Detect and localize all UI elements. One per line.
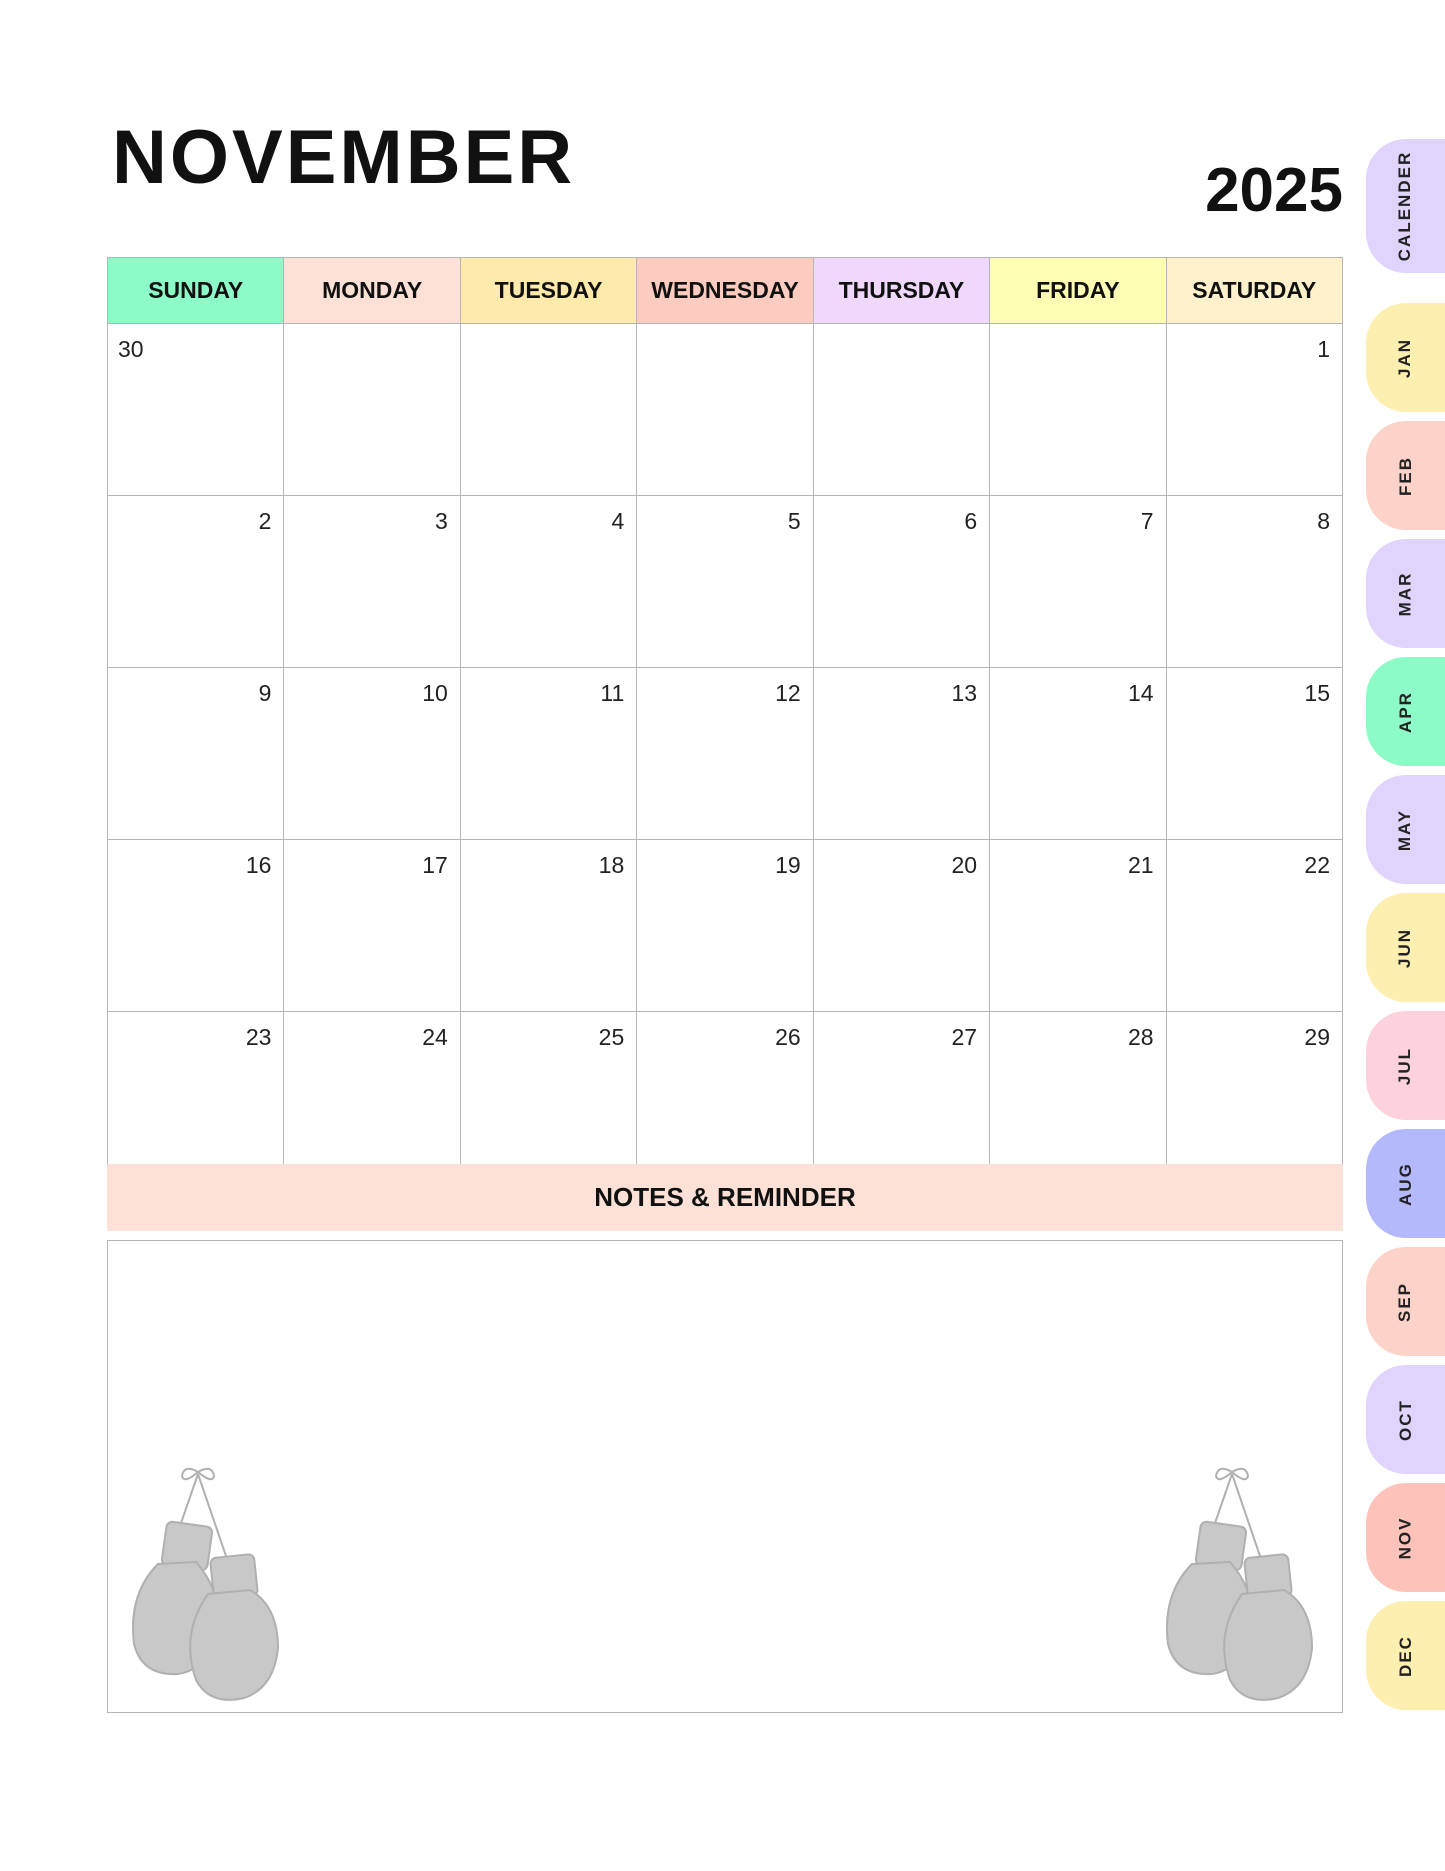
day-cell[interactable]: 16 — [108, 840, 284, 1012]
tab-label: MAY — [1395, 808, 1415, 851]
day-cell[interactable]: 24 — [284, 1012, 460, 1184]
tab-oct[interactable] — [1366, 1365, 1445, 1474]
day-cell[interactable]: 22 — [1166, 840, 1342, 1012]
tab-label: OCT — [1395, 1398, 1415, 1441]
day-cell[interactable]: 27 — [813, 1012, 989, 1184]
tab-jul[interactable] — [1366, 1011, 1445, 1120]
tab-jun[interactable] — [1366, 893, 1445, 1002]
tab-label: CALENDER — [1395, 150, 1415, 262]
day-cell[interactable]: 15 — [1166, 668, 1342, 840]
tab-label: SEP — [1395, 1281, 1415, 1322]
tab-label: FEB — [1395, 455, 1415, 496]
day-cell[interactable]: 9 — [108, 668, 284, 840]
day-cell[interactable]: 20 — [813, 840, 989, 1012]
tab-label: AUG — [1395, 1161, 1415, 1206]
day-cell[interactable]: 13 — [813, 668, 989, 840]
day-cell[interactable] — [813, 324, 989, 496]
day-cell[interactable]: 30 — [108, 324, 284, 496]
notes-area[interactable] — [107, 1240, 1343, 1713]
weekday-header-tuesday: TUESDAY — [460, 258, 636, 324]
day-cell[interactable]: 21 — [990, 840, 1166, 1012]
day-cell[interactable]: 8 — [1166, 496, 1342, 668]
week-row — [108, 1012, 1343, 1184]
weekday-header-friday: FRIDAY — [990, 258, 1166, 324]
day-cell[interactable]: 17 — [284, 840, 460, 1012]
day-cell[interactable]: 28 — [990, 1012, 1166, 1184]
day-cell[interactable] — [990, 324, 1166, 496]
week-row — [108, 324, 1343, 496]
year-label: 2025 — [1205, 156, 1343, 225]
weekday-header-sunday: SUNDAY — [108, 258, 284, 324]
day-cell[interactable]: 12 — [637, 668, 813, 840]
tab-label: JUL — [1395, 1046, 1415, 1085]
month-title: NOVEMBER — [112, 115, 576, 200]
day-cell[interactable]: 29 — [1166, 1012, 1342, 1184]
day-cell[interactable]: 1 — [1166, 324, 1342, 496]
tab-label: DEC — [1395, 1634, 1415, 1677]
weekday-header-monday: MONDAY — [284, 258, 460, 324]
tab-apr[interactable] — [1366, 657, 1445, 766]
tab-label: MAR — [1395, 571, 1415, 616]
day-cell[interactable]: 11 — [460, 668, 636, 840]
day-cell[interactable]: 14 — [990, 668, 1166, 840]
tab-label: NOV — [1395, 1516, 1415, 1559]
tab-calender[interactable] — [1366, 139, 1445, 273]
day-cell[interactable] — [460, 324, 636, 496]
tab-aug[interactable] — [1366, 1129, 1445, 1238]
week-row — [108, 840, 1343, 1012]
tab-label: APR — [1395, 690, 1415, 733]
day-cell[interactable]: 26 — [637, 1012, 813, 1184]
day-cell[interactable]: 7 — [990, 496, 1166, 668]
weekday-header-wednesday: WEDNESDAY — [637, 258, 813, 324]
weekday-header-row — [108, 258, 1343, 324]
calendar-grid — [107, 257, 1343, 1184]
weekday-header-saturday: SATURDAY — [1166, 258, 1342, 324]
week-row — [108, 668, 1343, 840]
day-cell[interactable]: 19 — [637, 840, 813, 1012]
tab-jan[interactable] — [1366, 303, 1445, 412]
day-cell[interactable]: 4 — [460, 496, 636, 668]
tab-sep[interactable] — [1366, 1247, 1445, 1356]
tab-mar[interactable] — [1366, 539, 1445, 648]
boxing-gloves-icon — [128, 1464, 288, 1704]
notes-header: NOTES & REMINDER — [107, 1164, 1343, 1231]
day-cell[interactable]: 3 — [284, 496, 460, 668]
day-cell[interactable]: 5 — [637, 496, 813, 668]
day-cell[interactable] — [284, 324, 460, 496]
day-cell[interactable]: 2 — [108, 496, 284, 668]
boxing-gloves-icon — [1162, 1464, 1322, 1704]
tab-label: JUN — [1395, 927, 1415, 968]
tab-dec[interactable] — [1366, 1601, 1445, 1710]
tab-nov[interactable] — [1366, 1483, 1445, 1592]
day-cell[interactable]: 23 — [108, 1012, 284, 1184]
day-cell[interactable] — [637, 324, 813, 496]
day-cell[interactable]: 25 — [460, 1012, 636, 1184]
tab-label: JAN — [1395, 337, 1415, 378]
tab-feb[interactable] — [1366, 421, 1445, 530]
tab-may[interactable] — [1366, 775, 1445, 884]
day-cell[interactable]: 6 — [813, 496, 989, 668]
weekday-header-thursday: THURSDAY — [813, 258, 989, 324]
day-cell[interactable]: 18 — [460, 840, 636, 1012]
day-cell[interactable]: 10 — [284, 668, 460, 840]
week-row — [108, 496, 1343, 668]
